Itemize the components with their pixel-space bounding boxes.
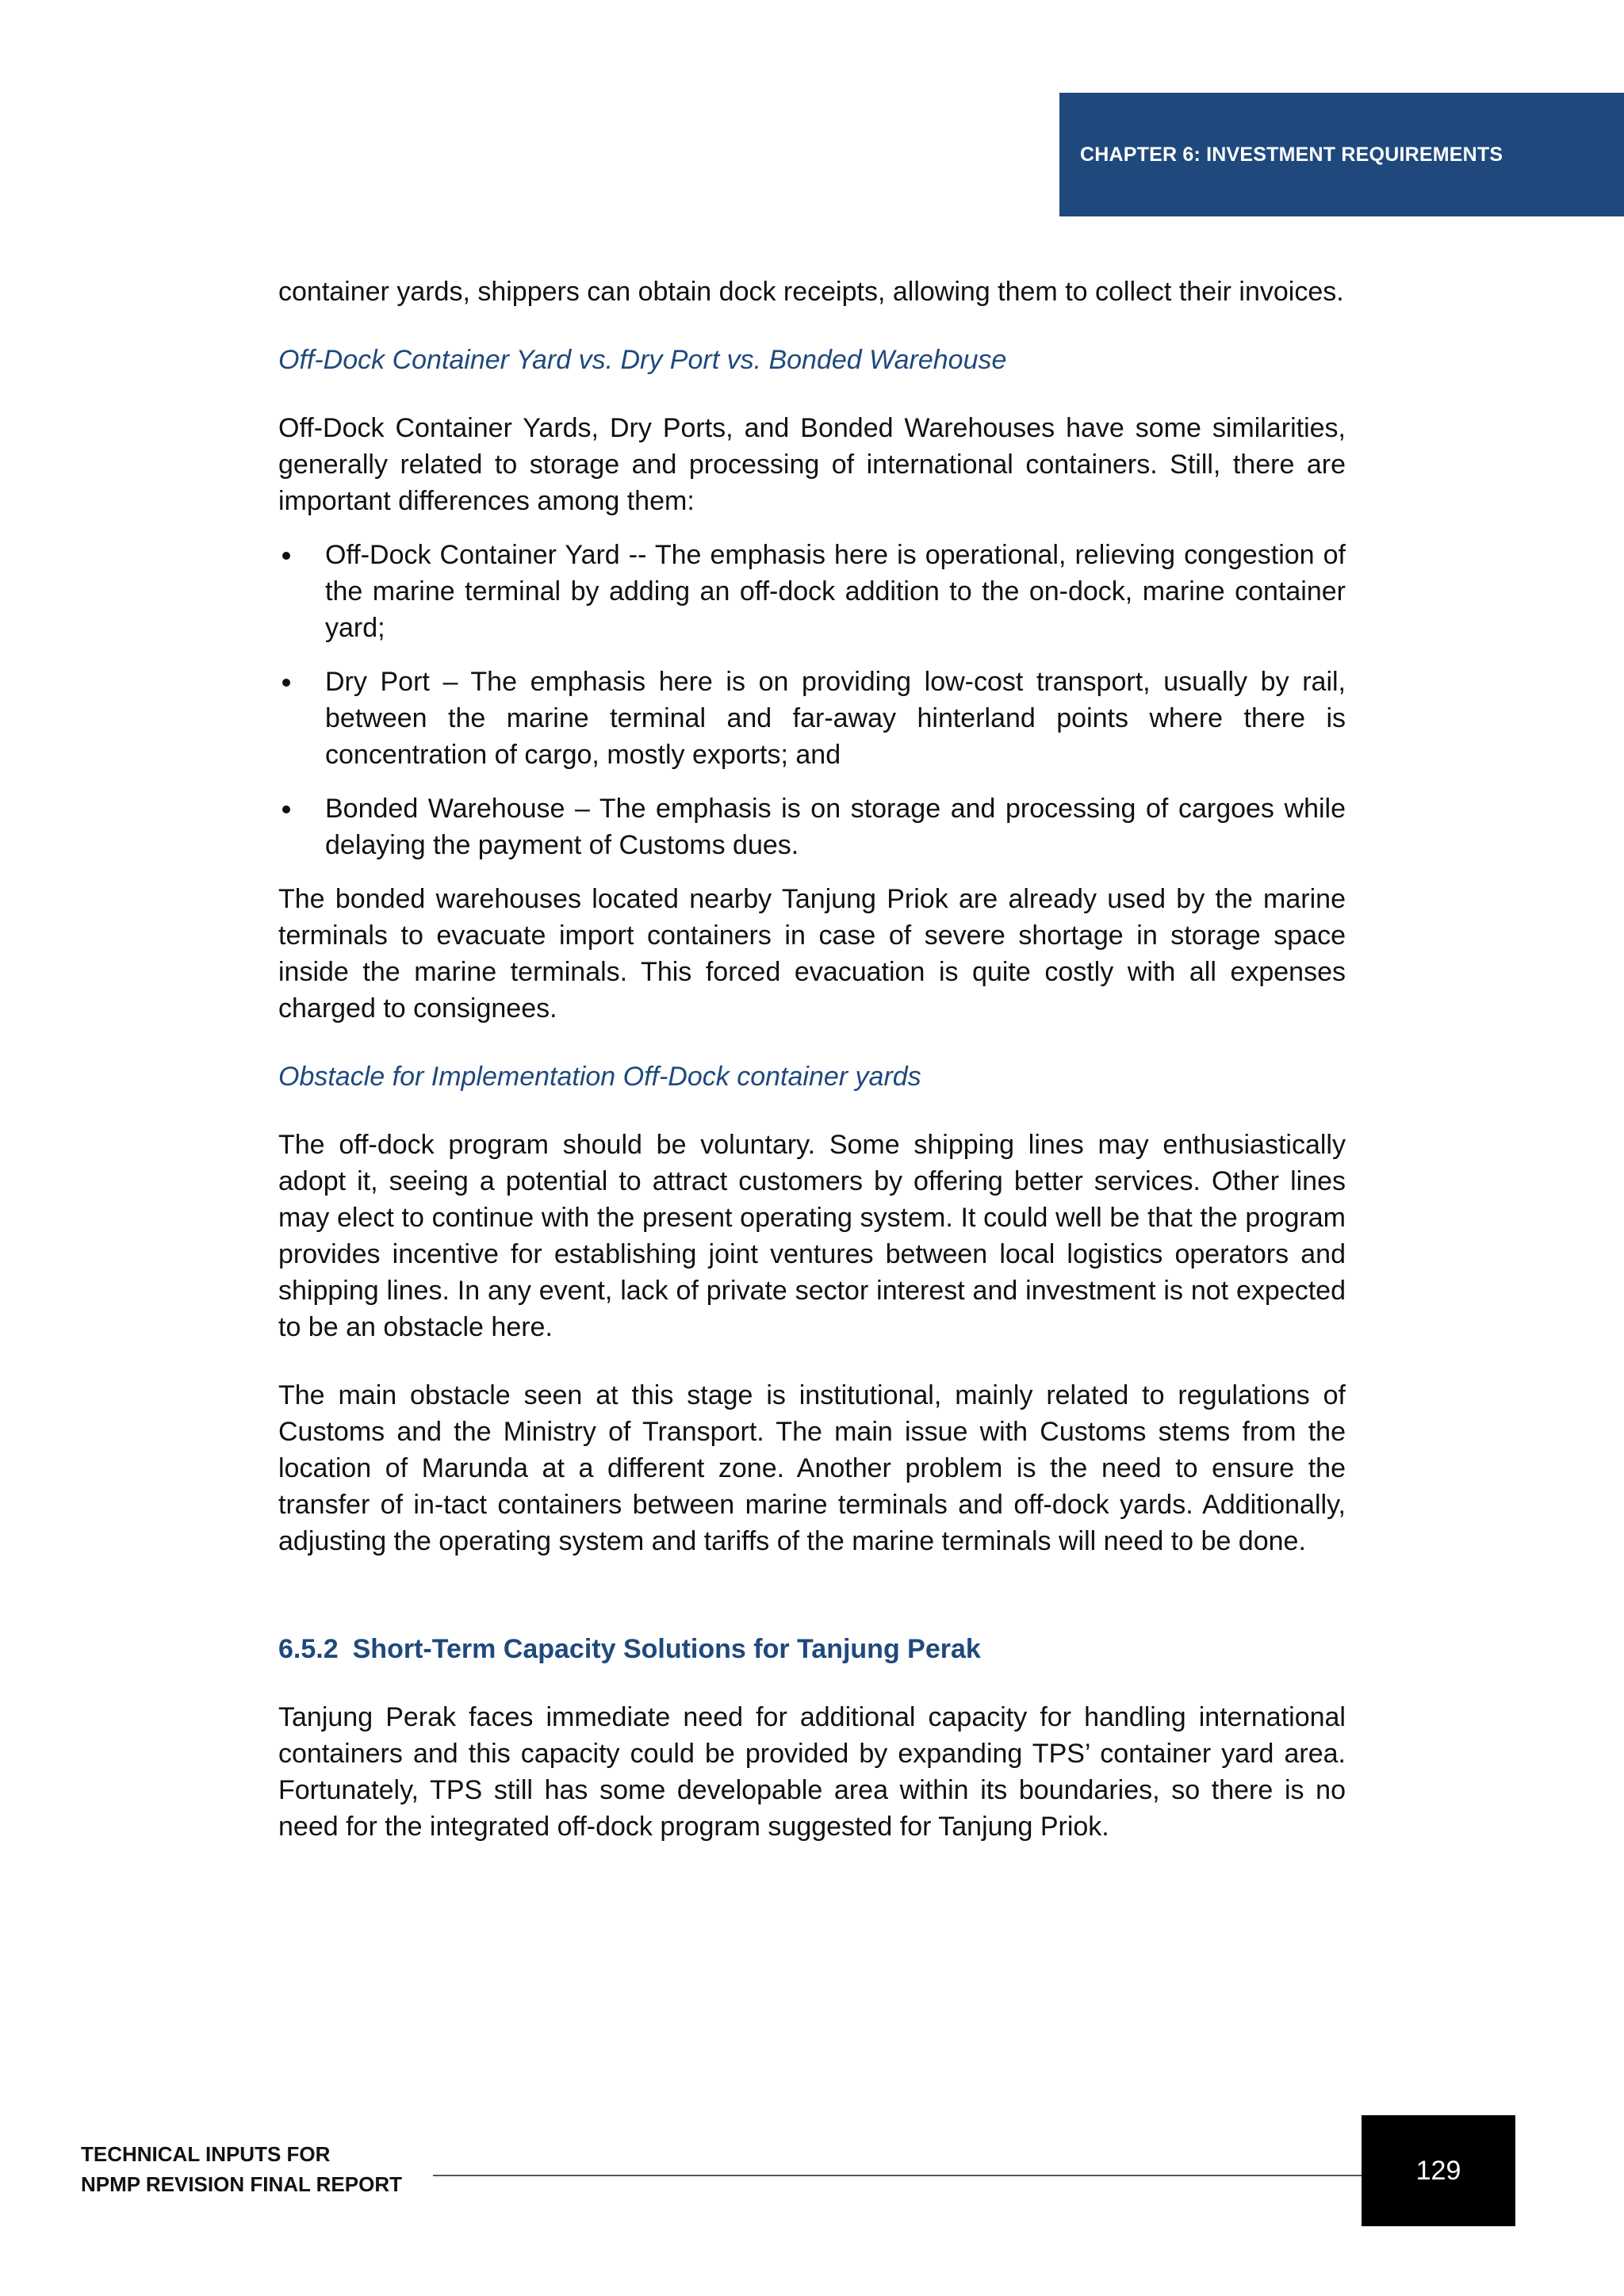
bullet-icon xyxy=(282,552,290,560)
section-heading xyxy=(278,1631,1346,1667)
footer-report-title xyxy=(81,2139,402,2199)
section-number: 6.5.2 xyxy=(278,1634,339,1664)
bullet-icon xyxy=(282,806,290,813)
list-item-text: Bonded Warehouse – The emphasis is on storage and processing of cargoes while delaying the payment of Customs dues. xyxy=(325,794,1346,860)
paragraph-offdock-program: The off-dock program should be voluntary. Some shipping lines may enthusiastically adopt it, seeing a potential to attract customers by offering better services. Other lines may elect to continue with the present operating system. It could well be that the program provides incentive for establishing joint ventures between local logistics operators and shipping lines. In any event, lack of private sector interest and investment is not expected to be an obstacle here. xyxy=(278,1130,1346,1342)
bullet-list xyxy=(278,537,1346,863)
subheading-obstacle: Obstacle for Implementation Off-Dock container yards xyxy=(278,1062,921,1092)
list-item xyxy=(278,537,1346,646)
page-number-box xyxy=(1362,2115,1515,2226)
subheading-comparison: Off-Dock Container Yard vs. Dry Port vs. Bonded Warehouse xyxy=(278,345,1007,375)
chapter-title: CHAPTER 6: INVESTMENT REQUIREMENTS xyxy=(1080,143,1503,166)
paragraph-bonded-warehouses: The bonded warehouses located nearby Tanjung Priok are already used by the marine terminals to evacuate import containers in case of severe shortage in storage space inside the marine terminals. This forced evacuation is quite costly with all expenses charged to consignees. xyxy=(278,884,1346,1024)
list-item xyxy=(278,664,1346,773)
list-item-text: Off-Dock Container Yard -- The emphasis here is operational, relieving congestion of the marine terminal by adding an off-dock addition to the on-dock, marine container yard; xyxy=(325,540,1346,643)
list-item-text: Dry Port – The emphasis here is on providing low-cost transport, usually by rail, between the marine terminal and far-away hinterland points where there is concentration of cargo, mostly exports; and xyxy=(325,667,1346,770)
list-item xyxy=(278,790,1346,863)
chapter-banner xyxy=(1059,93,1624,216)
paragraph-similarities: Off-Dock Container Yards, Dry Ports, and Bonded Warehouses have some similarities, generally related to storage and processing of international containers. Still, there are important differences among them: xyxy=(278,413,1346,516)
footer-divider xyxy=(433,2175,1362,2176)
bullet-icon xyxy=(282,679,290,687)
paragraph-main-obstacle: The main obstacle seen at this stage is institutional, mainly related to regulations of Customs and the Ministry of Transport. The main issue with Customs stems from the location of Marunda at a different zone. Another problem is the need to ensure the transfer of in-tact containers between marine terminals and off-dock yards. Additionally, adjusting the operating system and tariffs of the marine terminals will need to be done. xyxy=(278,1380,1346,1556)
page-number: 129 xyxy=(1415,2155,1461,2186)
paragraph-tanjung-perak: Tanjung Perak faces immediate need for additional capacity for handling international containers and this capacity could be provided by expanding TPS’ container yard area. Fortunately, TPS still has some developable area within its boundaries, so there is no need for the integrated off-dock program suggested for Tanjung Priok. xyxy=(278,1702,1346,1842)
intro-paragraph: container yards, shippers can obtain dock receipts, allowing them to collect their invoices. xyxy=(278,277,1344,307)
section-title: Short-Term Capacity Solutions for Tanjung Perak xyxy=(352,1634,981,1664)
footer-line-1: TECHNICAL INPUTS FOR xyxy=(81,2142,331,2166)
page-content xyxy=(278,274,1346,1845)
footer-line-2: NPMP REVISION FINAL REPORT xyxy=(81,2172,402,2196)
